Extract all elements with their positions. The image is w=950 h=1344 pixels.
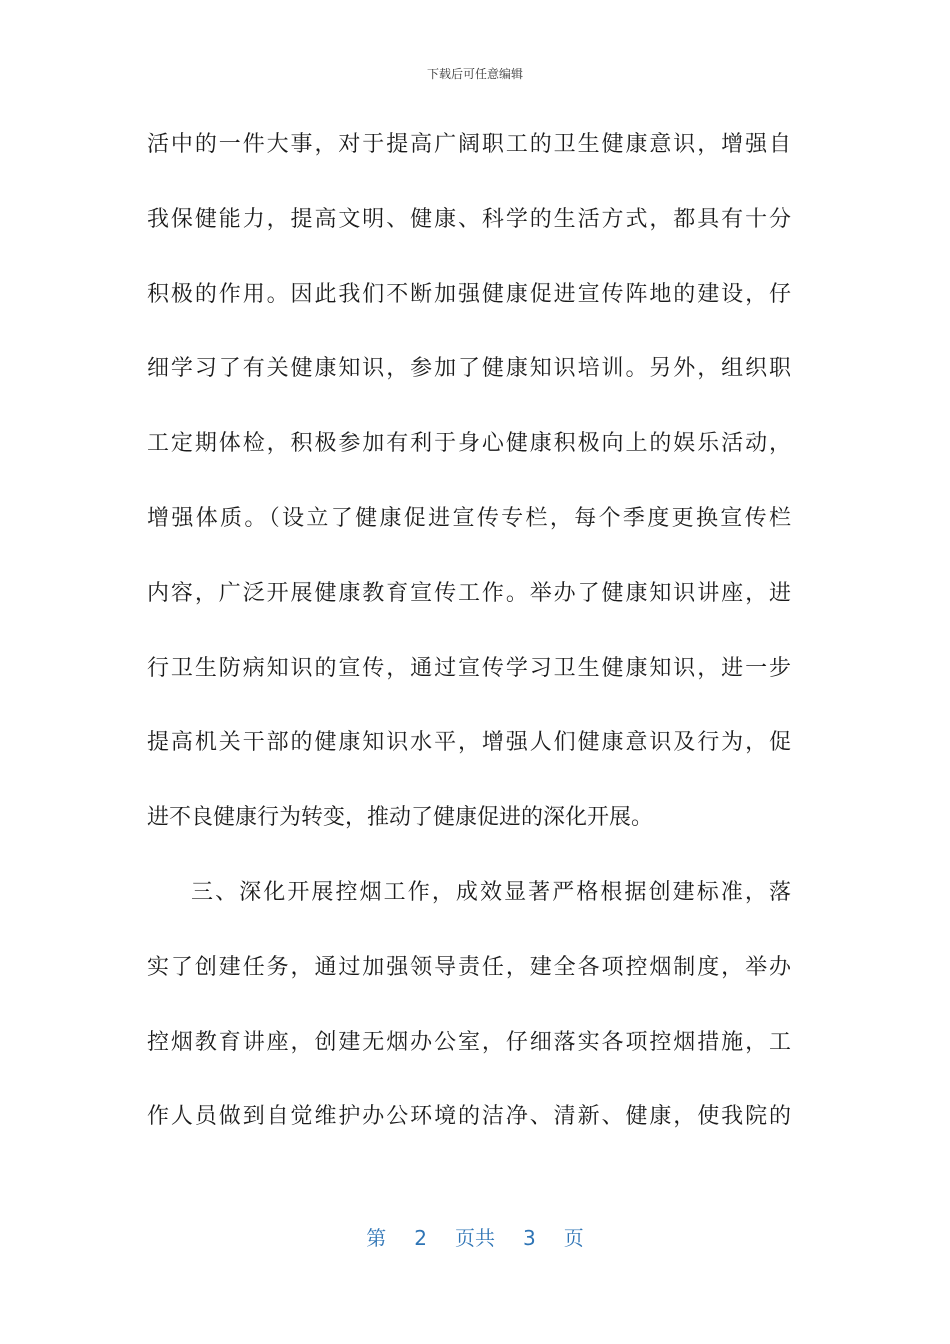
text-line: 积极的作用。因此我们不断加强健康促进宣传阵地的建设，仔 bbox=[147, 281, 791, 307]
text-line: 我保健能力，提高文明、健康、科学的生活方式，都具有十分 bbox=[147, 206, 791, 232]
text-line: 行卫生防病知识的宣传，通过宣传学习卫生健康知识，进一步 bbox=[147, 655, 791, 681]
text-line: 作人员做到自觉维护办公环境的洁净、清新、健康，使我院的 bbox=[147, 1104, 791, 1130]
text-line: 细学习了有关健康知识，参加了健康知识培训。另外，组织职 bbox=[147, 356, 791, 382]
page-prefix: 第 bbox=[366, 1226, 387, 1250]
page-middle: 页共 bbox=[455, 1226, 495, 1250]
text-line: 控烟教育讲座，创建无烟办公室，仔细落实各项控烟措施，工 bbox=[147, 1029, 791, 1055]
page-suffix: 页 bbox=[563, 1226, 584, 1250]
current-page-number: 2 bbox=[414, 1226, 427, 1250]
page-header-note: 下载后可任意编辑 bbox=[426, 67, 523, 81]
text-line: 活中的一件大事，对于提高广阔职工的卫生健康意识，增强自 bbox=[147, 132, 791, 157]
text-line: 增强体质。（设立了健康促进宣传专栏，每个季度更换宣传栏 bbox=[147, 505, 791, 531]
text-line: 工定期体检，积极参加有利于身心健康积极向上的娱乐活动， bbox=[147, 431, 791, 457]
text-line: 提高机关干部的健康知识水平，增强人们健康意识及行为，促 bbox=[147, 730, 791, 756]
text-line: 进不良健康行为转变，推动了健康促进的深化开展。 bbox=[147, 805, 654, 831]
text-line: 实了创建任务，通过加强领导责任，建全各项控烟制度，举办 bbox=[147, 954, 791, 980]
text-line: 内容，广泛开展健康教育宣传工作。举办了健康知识讲座，进 bbox=[147, 580, 791, 606]
page-number-footer bbox=[0, 1224, 950, 1252]
total-pages-number: 3 bbox=[523, 1226, 536, 1250]
text-line: 三、深化开展控烟工作，成效显著严格根据创建标准，落 bbox=[191, 879, 791, 905]
body-text bbox=[147, 120, 791, 1167]
